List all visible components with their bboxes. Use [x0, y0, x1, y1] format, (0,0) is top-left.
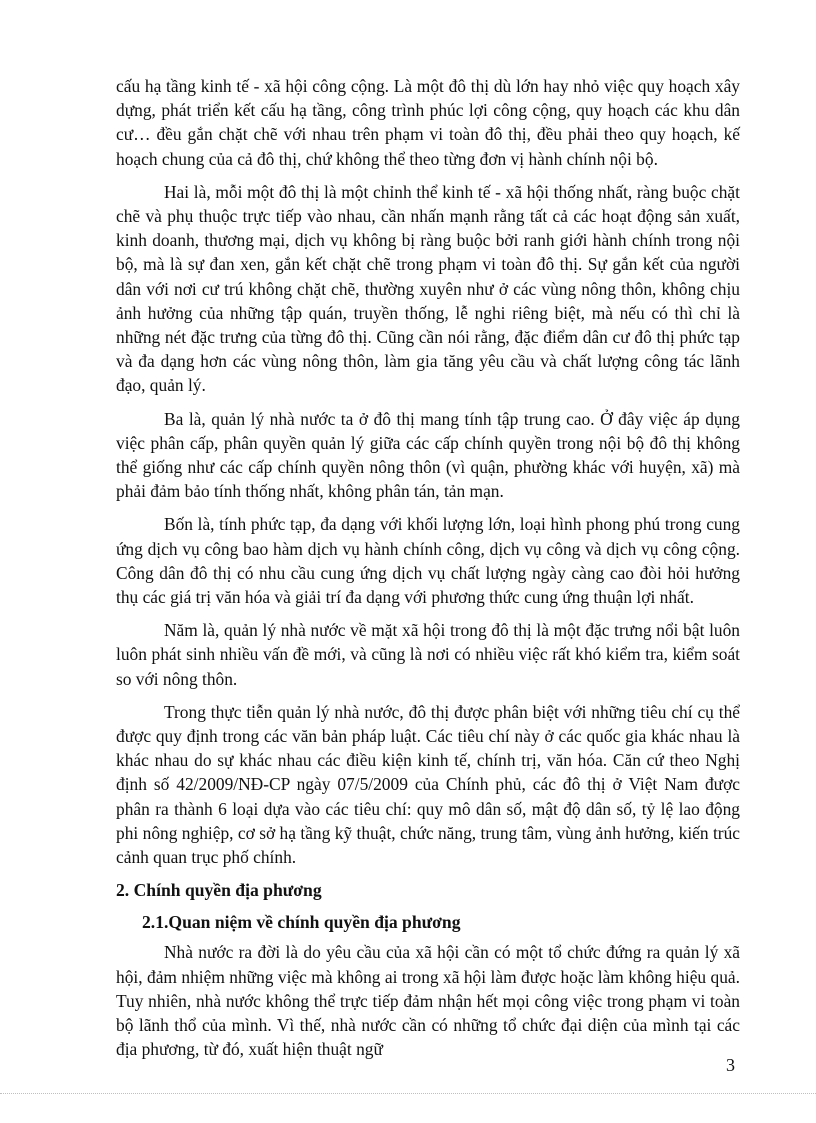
paragraph-urban-criteria: Trong thực tiễn quản lý nhà nước, đô thị được phân biệt với những tiêu chí cụ thể được quy định trong các văn bản pháp luật. Các tiêu chí này ở các quốc gia khác nhau là khác nhau do sự khác nhau các điều kiện kinh tế, chính trị, văn hóa. Căn cứ theo Nghị định số 42/2009/NĐ-CP ngày 07/5/2009 của Chính phủ, các đô thị ở Việt Nam được phân ra thành 6 loại dựa vào các tiêu chí: quy mô dân số, mật độ dân số, tỷ lệ lao động phi nông nghiệp, cơ sở hạ tầng kỹ thuật, chức năng, trung tâm, vùng ảnh hưởng, kiến trúc cảnh quan trục phố chính.: [116, 701, 740, 868]
page-bottom-divider: [0, 1093, 816, 1094]
section-heading: 2. Chính quyền địa phương: [116, 880, 322, 901]
subsection-heading: 2.1.Quan niệm về chính quyền địa phương: [142, 912, 461, 933]
paragraph-closing: Nhà nước ra đời là do yêu cầu của xã hội cần có một tổ chức đứng ra quản lý xã hội, đảm nhiệm những việc mà không ai trong xã hội làm được hoặc làm không hiệu quả. Tuy nhiên, nhà nước không thể trực tiếp đảm nhận hết mọi công việc trong phạm vi toàn bộ lãnh thổ của mình. Vì thế, nhà nước cần có những tổ chức đại diện của mình tại các địa phương, từ đó, xuất hiện thuật ngữ: [116, 942, 740, 1060]
paragraph-point-three: Ba là, quản lý nhà nước ta ở đô thị mang tính tập trung cao. Ở đây việc áp dụng việc phân cấp, phân quyền quản lý giữa các cấp chính quyền trong nội bộ đô thị không thể giống như các cấp chính quyền nông thôn (vì quận, phường khác với huyện, xã) mà phải đảm bảo tính thống nhất, không phân tán, tản mạn.: [116, 408, 740, 502]
paragraph-continuation: cấu hạ tầng kinh tế - xã hội công cộng. Là một đô thị dù lớn hay nhỏ việc quy hoạch xây dựng, phát triển kết cấu hạ tầng, công trình phúc lợi công cộng, quy hoạch các khu dân cư… đều gắn chặt chẽ với nhau trên phạm vi toàn đô thị, đều phải theo quy hoạch, kế hoạch chung của cả đô thị, chứ không thể theo từng đơn vị hành chính nội bộ.: [116, 76, 740, 169]
page-number: 3: [726, 1055, 735, 1075]
page-body: [116, 74, 740, 1070]
paragraph-point-four: Bốn là, tính phức tạp, đa dạng với khối lượng lớn, loại hình phong phú trong cung ứng dịch vụ công bao hàm dịch vụ hành chính công, dịch vụ công và dịch vụ công cộng. Công dân đô thị có nhu cầu cung ứng dịch vụ chất lượng ngày càng cao đòi hỏi hưởng thụ các giá trị văn hóa và giải trí đa dạng với phương thức cung ứng thuận lợi nhất.: [116, 514, 740, 608]
paragraph-point-five: Năm là, quản lý nhà nước về mặt xã hội trong đô thị là một đặc trưng nổi bật luôn luôn phát sinh nhiều vấn đề mới, và cũng là nơi có nhiều việc rất khó kiểm tra, kiểm soát so với nông thôn.: [116, 620, 740, 689]
paragraph-point-two: Hai là, mỗi một đô thị là một chỉnh thể kinh tế - xã hội thống nhất, ràng buộc chặt chẽ và phụ thuộc trực tiếp vào nhau, cần nhấn mạnh rằng tất cả các hoạt động sản xuất, kinh doanh, thương mại, dịch vụ không bị ràng buộc bởi ranh giới hành chính trong nội bộ, mà là sự đan xen, gắn kết chặt chẽ trong phạm vi toàn đô thị. Sự gắn kết của người dân với nơi cư trú không chặt chẽ, thường xuyên như ở các vùng nông thôn, không chịu ảnh hưởng của những tập quán, truyền thống, lễ nghi riêng biệt, mà nếu có thì chỉ là những nét đặc trưng của từng đô thị. Cũng cần nói rằng, đặc điểm dân cư đô thị phức tạp và đa dạng hơn các vùng nông thôn, làm gia tăng yêu cầu và chất lượng công tác lãnh đạo, quản lý.: [116, 181, 740, 396]
